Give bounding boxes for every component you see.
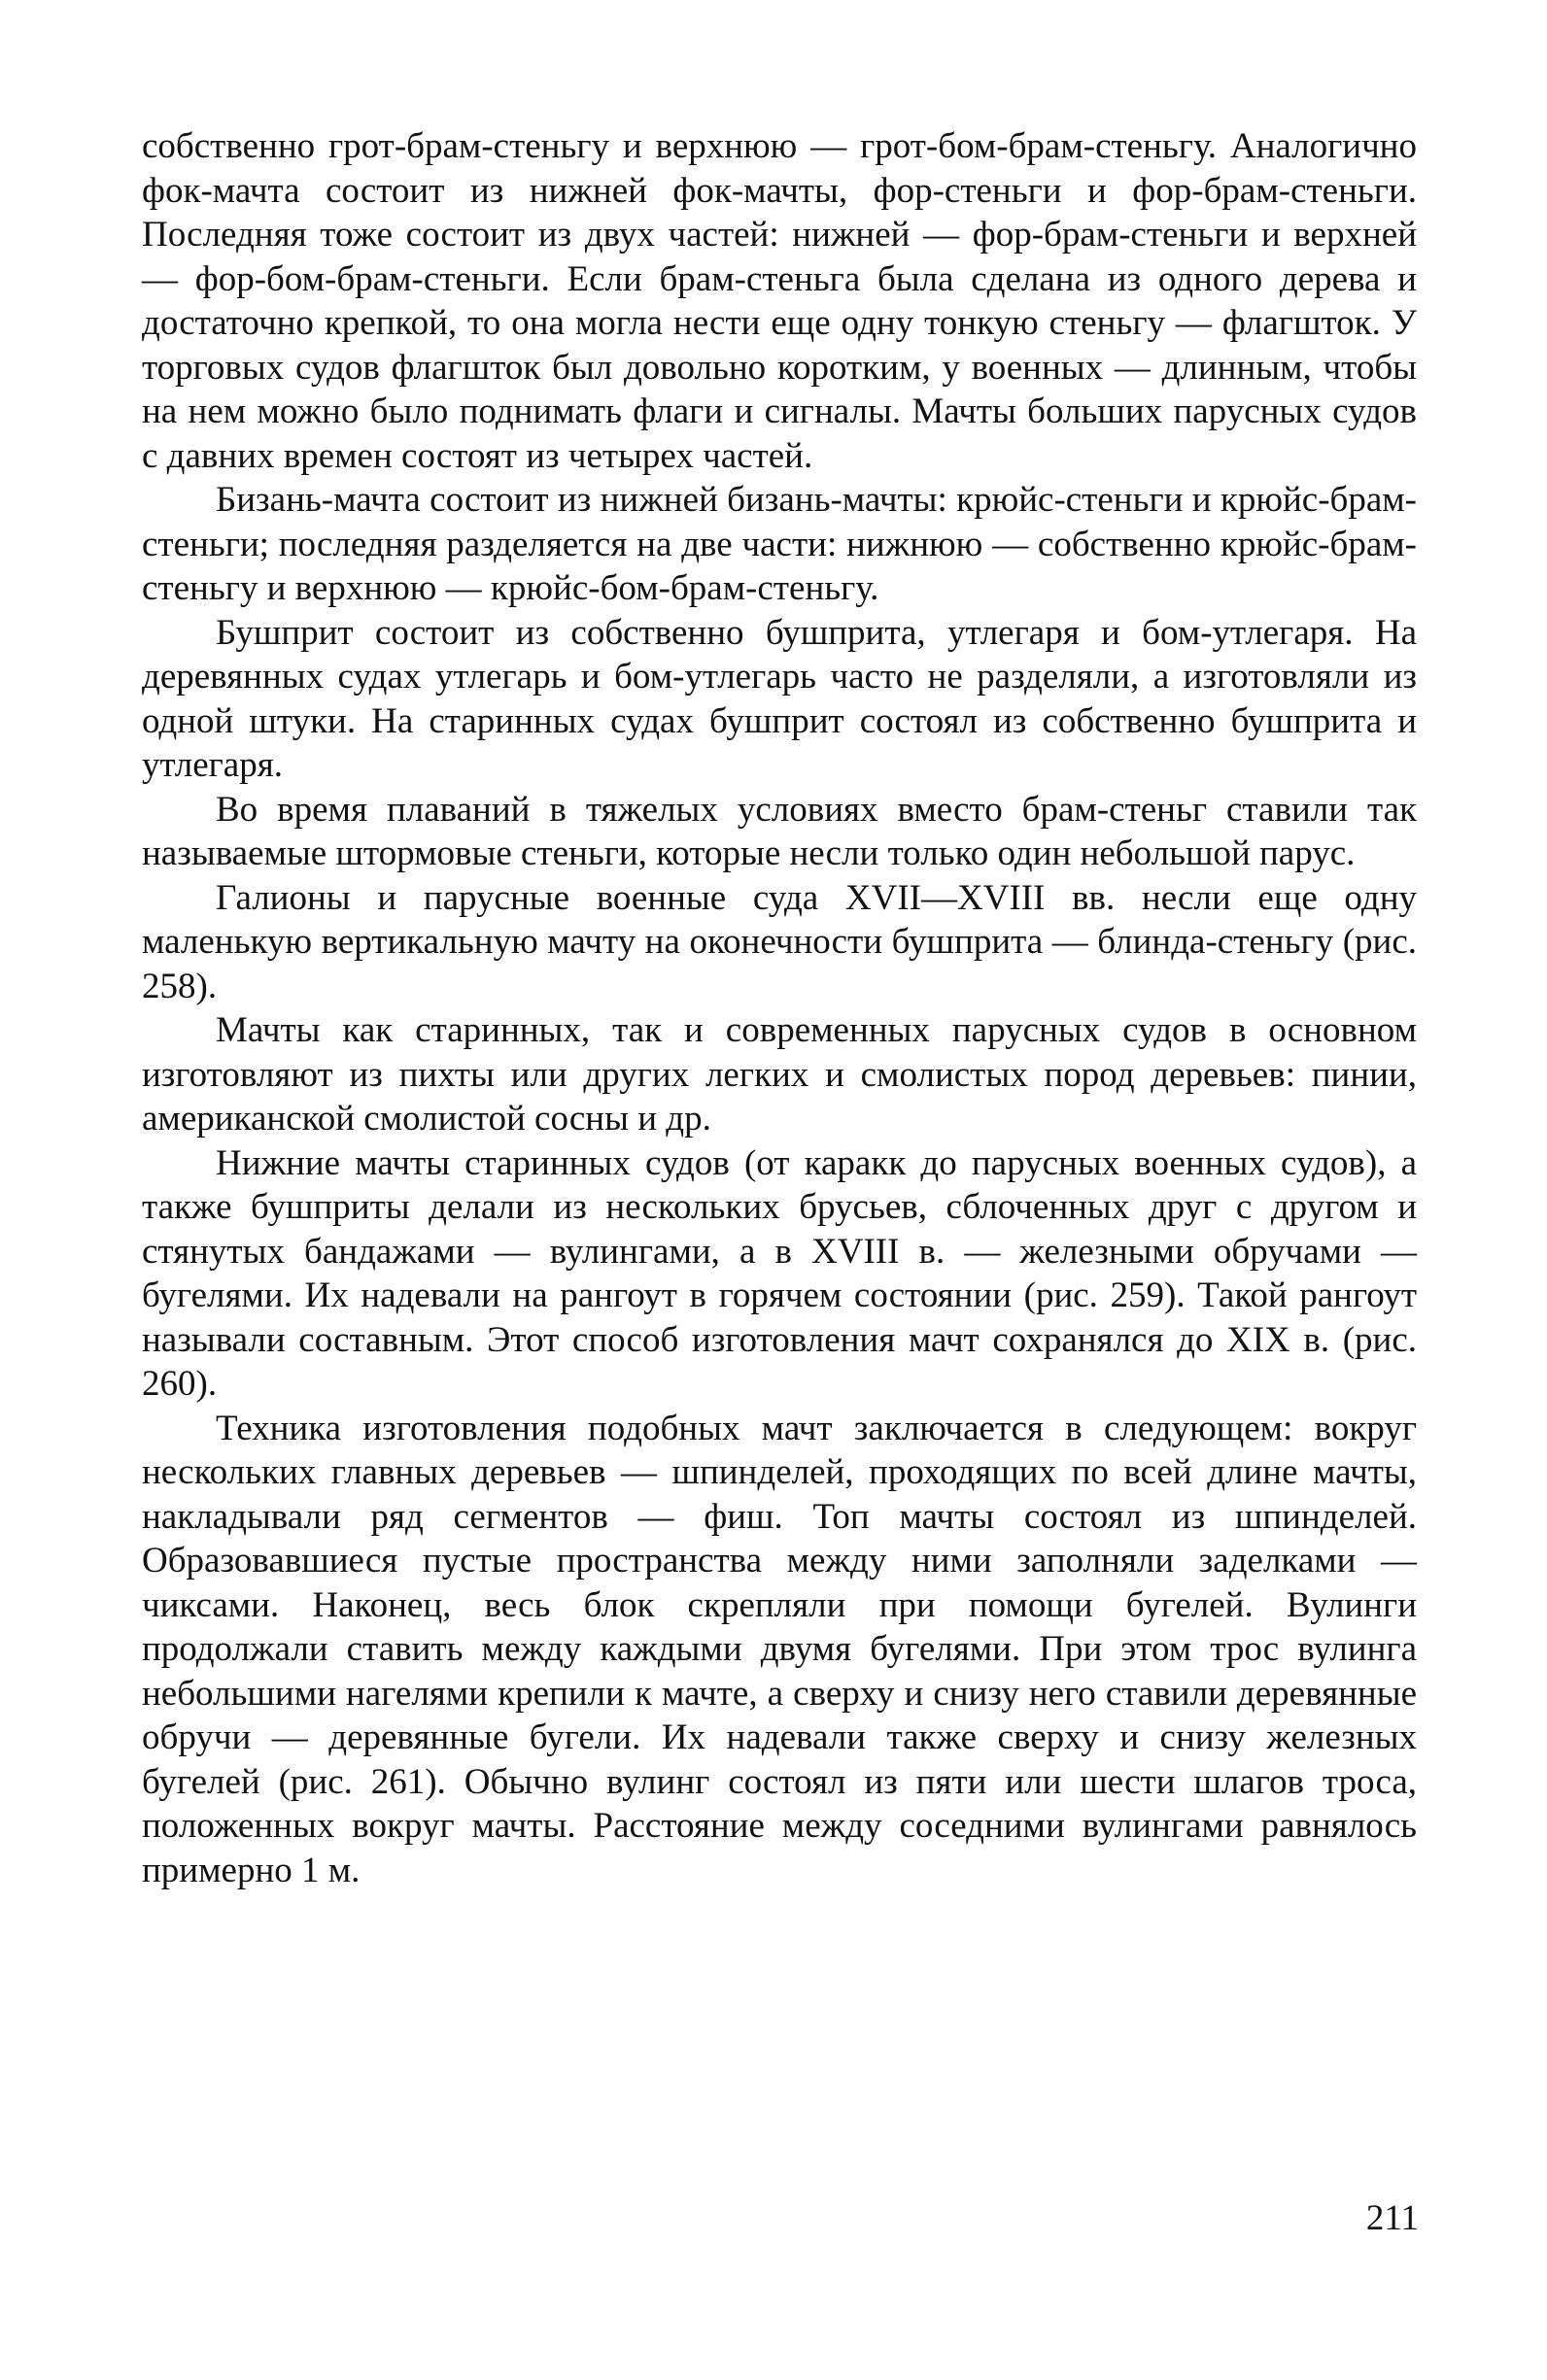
paragraph-5: Галионы и парусные военные суда XVII—XVIII вв. несли еще одну маленькую вертикальную мачту на оконечности бушприта — блинда-стеньгу (рис. 258). — [142, 877, 1417, 1006]
paragraph-6: Мачты как старинных, так и современных парусных судов в основном изготовляют из пихты или других легких и смолистых пород деревьев: пинии, американской смолистой сосны и др. — [142, 1010, 1417, 1139]
page-number: 211 — [1365, 2198, 1419, 2238]
paragraph-4: Во время плаваний в тяжелых условиях вместо брам-стеньг ставили так называемые штормовые стеньги, которые несли только один небольшой парус. — [142, 789, 1417, 873]
paragraph-2: Бизань-мачта состоит из нижней бизань-мачты: крюйс-стеньги и крюйс-брам-стеньги; последняя разделяется на две части: нижнюю — собственно крюйс-брам-стеньгу и верхнюю — крюйс-бом-брам-стеньгу. — [142, 480, 1417, 608]
paragraph-7: Нижние мачты старинных судов (от каракк до парусных военных судов), а также бушприты делали из нескольких брусьев, сблоченных друг с другом и стянутых бандажами — вулингами, а в XVIII в. — железными обручами — бугелями. Их надевали на рангоут в горячем состоянии (рис. 259). Такой рангоут называли составным. Этот способ изготовления мачт сохранялся до XIX в. (рис. 260). — [142, 1142, 1417, 1404]
paragraph-8: Техника изготовления подобных мачт заключается в следующем: вокруг нескольких главных деревьев — шпинделей, проходящих по всей длине мачты, накладывали ряд сегментов — фиш. Топ мачты состоял из шпинделей. Образовавшиеся пустые пространства между ними заполняли заделками — чиксами. Наконец, весь блок скрепляли при помощи бугелей. Вулинги продолжали ставить между каждыми двумя бугелями. При этом трос вулинга небольшими нагелями крепили к мачте, а сверху и снизу него ставили деревянные обручи — деревянные бугели. Их надевали также сверху и снизу железных бугелей (рис. 261). Обычно вулинг состоял из пяти или шести шлагов троса, положенных вокруг мачты. Расстояние между соседними вулингами равнялось примерно 1 м. — [142, 1408, 1417, 1890]
page-body — [142, 124, 1417, 1892]
paragraph-3: Бушприт состоит из собственно бушприта, утлегаря и бом-утлегаря. На деревянных судах утлегарь и бом-утлегарь часто не разделяли, а изготовляли из одной штуки. На старинных судах бушприт состоял из собственно бушприта и утлегаря. — [142, 612, 1417, 785]
paragraph-1: собственно грот-брам-стеньгу и верхнюю — грот-бом-брам-стеньгу. Аналогично фок-мачта состоит из нижней фок-мачты, фор-стеньги и фор-брам-стеньги. Последняя тоже состоит из двух частей: нижней — фор-брам-стеньги и верхней — фор-бом-брам-стеньги. Если брам-стеньга была сделана из одного дерева и достаточно крепкой, то она могла нести еще одну тонкую стеньгу — флагшток. У торговых судов флагшток был довольно коротким, у военных — длинным, чтобы на нем можно было поднимать флаги и сигналы. Мачты больших парусных судов с давних времен состоят из четырех частей. — [142, 126, 1417, 476]
